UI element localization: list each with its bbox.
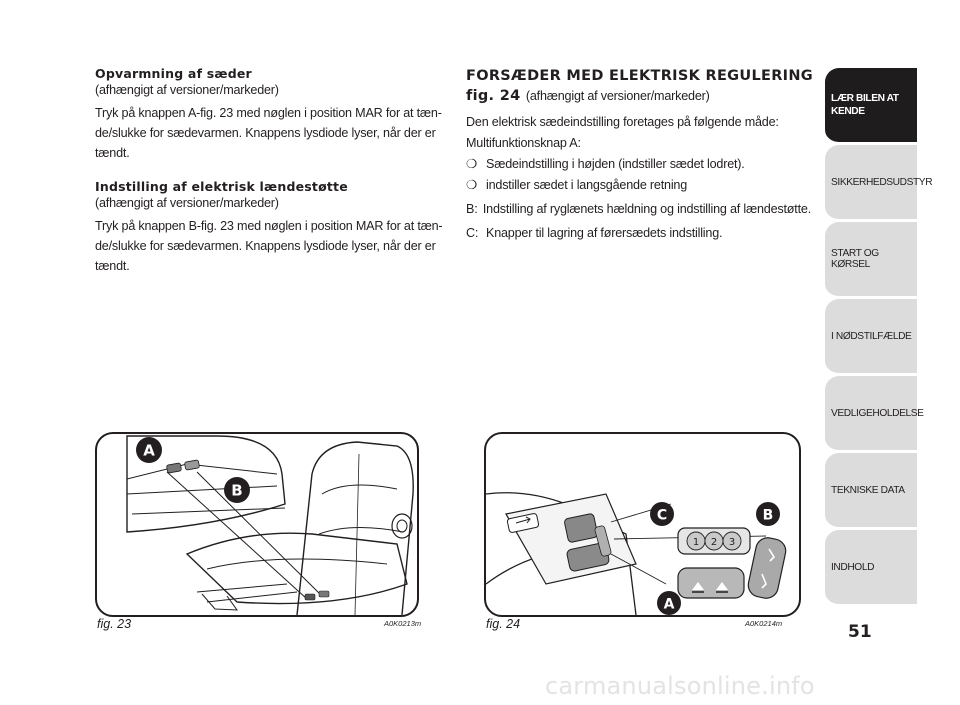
bullet-list	[466, 154, 811, 196]
tab-vedligeholdelse[interactable]: VEDLIGEHOLDELSE	[825, 376, 917, 452]
svg-text:C: C	[656, 507, 668, 524]
list-item: ❍ indstiller sædet i langsgående retning	[466, 175, 811, 196]
seat-illustration	[97, 434, 417, 615]
memory-button-2: 2	[710, 537, 718, 548]
paragraph-seat-heating: Tryk på knappen A-fig. 23 med nøglen i position MAR for at tæn- de/slukke for sædevarmen. Knappens lysdiode lyser, når der er tændt.	[95, 106, 442, 160]
circle-bullet-icon: ❍	[466, 157, 478, 171]
memory-button-3: 3	[728, 537, 736, 548]
heading-fig-ref	[466, 86, 811, 106]
chapter-tabs	[825, 68, 933, 607]
figure-23-caption: fig. 23	[97, 617, 132, 631]
paragraph-lumbar-support: Tryk på knappen B-fig. 23 med nøglen i position MAR for at tæn- de/slukke for sædevarmen. Knappens lysdiode lyser, når der er tændt.	[95, 219, 443, 273]
page-number: 51	[848, 622, 872, 642]
tab-i-nodstilfaelde[interactable]: I NØDSTILFÆLDE	[825, 299, 917, 375]
heading-lumbar-support: Indstilling af elektrisk lændestøtte	[95, 179, 348, 194]
tab-laer-bilen-at-kende[interactable]: LÆR BILEN AT KENDE	[825, 68, 917, 144]
list-item: ❍ Sædeindstilling i højden (indstiller sædet lodret).	[466, 154, 811, 175]
heading-electric-seats: FORSÆDER MED ELEKTRISK REGULERING	[466, 68, 813, 84]
tab-indhold[interactable]: INDHOLD	[825, 530, 917, 606]
svg-text:B: B	[762, 507, 774, 524]
subheading-versions: (afhængigt af versioner/markeder)	[95, 83, 279, 97]
figure-24-frame	[484, 432, 801, 617]
figure-24-caption: fig. 24	[486, 617, 521, 631]
memory-button-1: 1	[692, 537, 700, 548]
tab-sikkerhedsudstyr[interactable]: SIKKERHEDSUDSTYR	[825, 145, 917, 221]
multifunction-label: Multifunktionsknap A:	[466, 136, 581, 150]
list-item: B: Indstilling af ryglænets hældning og indstilling af lændestøtte.	[466, 202, 811, 216]
intro-text: Den elektrisk sædeindstilling foretages på følgende måde:	[466, 115, 779, 129]
tab-start-og-korsel[interactable]: START OG KØRSEL	[825, 222, 917, 298]
figure-23-frame	[95, 432, 419, 617]
right-text-column	[466, 66, 811, 244]
list-item: C: Knapper til lagring af førersædets indstilling.	[466, 226, 723, 240]
figure-24-code: A0K0214m	[745, 619, 783, 628]
svg-text:A: A	[663, 596, 675, 613]
svg-text:B: B	[231, 481, 243, 500]
svg-text:A: A	[143, 441, 155, 460]
circle-bullet-icon: ❍	[466, 178, 478, 192]
figure-23-code: A0K0213m	[384, 619, 422, 628]
seat-controls-illustration	[486, 434, 799, 615]
left-text-column	[95, 66, 445, 276]
watermark: carmanualsonline.info	[545, 672, 815, 700]
tab-tekniske-data[interactable]: TEKNISKE DATA	[825, 453, 917, 529]
heading-seat-heating: Opvarmning af sæder	[95, 66, 252, 81]
fig-note: (afhængigt af versioner/markeder)	[525, 89, 710, 103]
subheading-versions-2: (afhængigt af versioner/markeder)	[95, 196, 279, 210]
fig-reference: fig. 24	[466, 88, 521, 104]
